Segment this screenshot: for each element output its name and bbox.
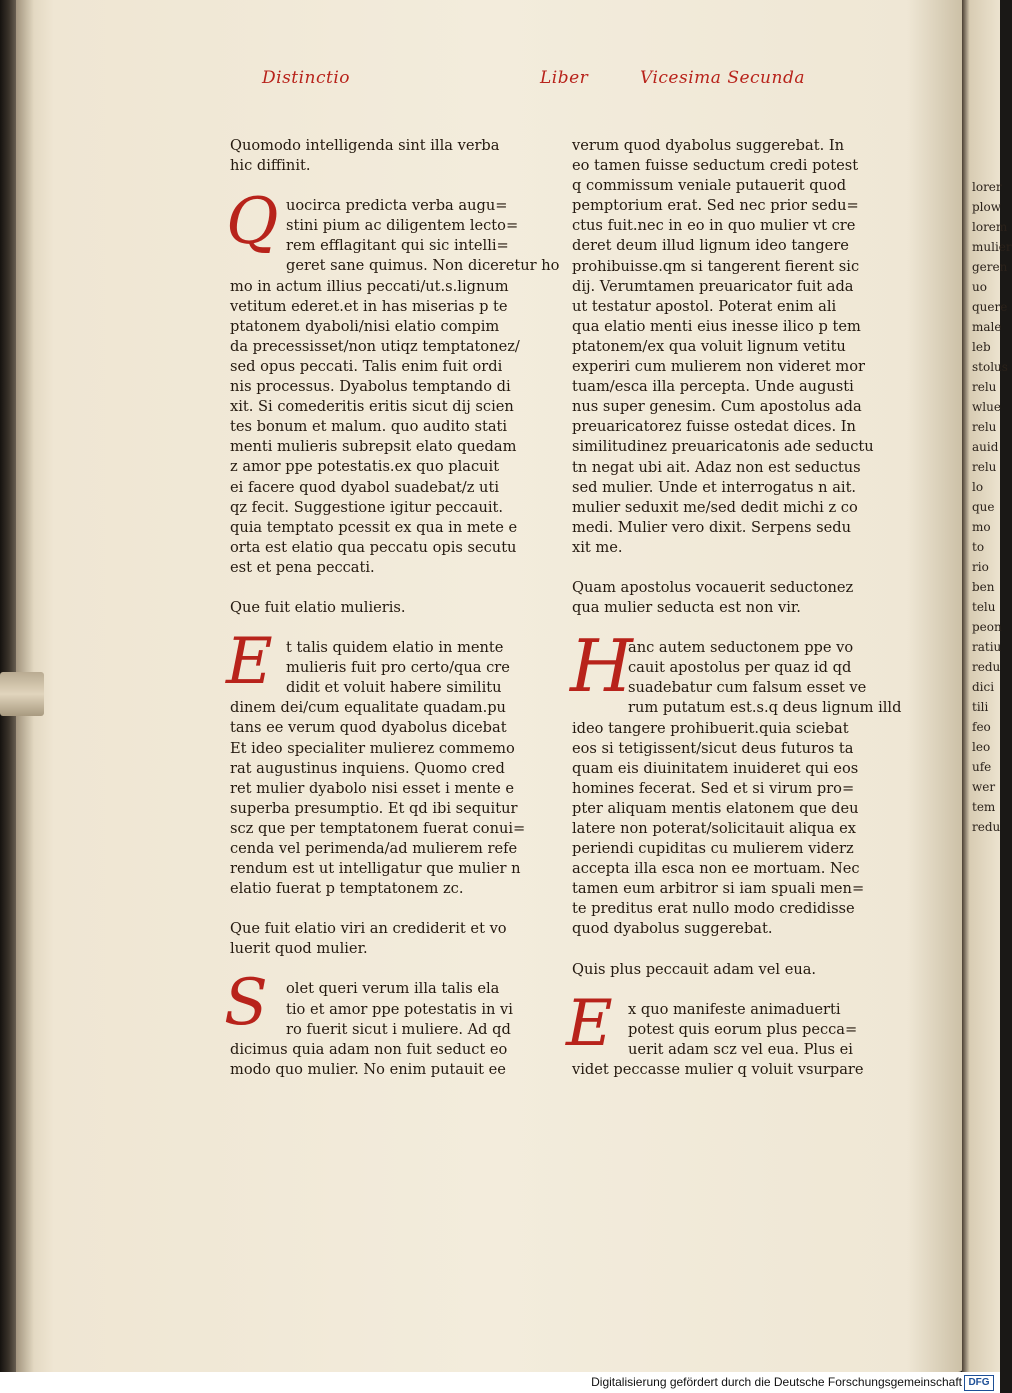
text-line: pemptorium erat. Sed nec prior sedu= bbox=[572, 197, 859, 215]
text-line: cenda vel perimenda/ad mulierem refe bbox=[230, 840, 518, 857]
dfg-logo: DFG bbox=[964, 1375, 994, 1391]
neighbor-text-fragment: ratiu bbox=[972, 640, 1002, 654]
text-line: mulier seduxit me/sed dedit michi z co bbox=[572, 498, 858, 516]
right-paragraph-1-lines bbox=[572, 136, 872, 558]
text-line: xit me. bbox=[572, 538, 623, 556]
text-line: ut testatur apostol. Poterat enim ali bbox=[572, 297, 837, 315]
text-line: ptatonem/ex qua voluit lignum vetitu bbox=[572, 337, 846, 355]
neighbor-text-fragment: dici bbox=[972, 680, 995, 694]
text-line: est et pena peccati. bbox=[230, 558, 375, 576]
text-line: mulieris fuit pro certo/qua cre bbox=[286, 659, 510, 677]
initial-letter: S bbox=[224, 966, 268, 1041]
left-column bbox=[224, 136, 560, 1080]
neighbor-text-fragment: peon bbox=[972, 620, 1002, 634]
left-heading-2 bbox=[230, 598, 520, 618]
text-line: geret sane quimus. Non diceretur ho bbox=[286, 257, 560, 275]
text-line: scz que per temptatonem fuerat conui= bbox=[230, 819, 526, 837]
right-paragraph-3-lines bbox=[572, 1000, 872, 1080]
initial-letter: E bbox=[226, 625, 273, 700]
neighbor-text-fragment: rio bbox=[972, 560, 989, 574]
neighbor-text-fragment: mo bbox=[972, 520, 991, 534]
right-paragraph-2 bbox=[570, 624, 902, 939]
text-line: quia temptato pcessit ex qua in mete e bbox=[230, 518, 518, 536]
neighbor-text-fragment: tili bbox=[972, 700, 989, 714]
neighbor-text-fragment: relu bbox=[972, 420, 997, 434]
text-line: tamen eum arbitror si iam spuali men= bbox=[572, 880, 865, 898]
text-line: tio et amor ppe potestatis in vi bbox=[286, 1000, 513, 1018]
text-line: orta est elatio qua peccatu opis secutu bbox=[230, 538, 517, 556]
left-heading-1 bbox=[230, 136, 520, 176]
right-column bbox=[566, 136, 902, 1080]
text-line: ptatonem dyaboli/nisi elatio compim bbox=[230, 317, 500, 335]
neighbor-text-fragment: wlue bbox=[972, 400, 1001, 414]
right-heading-3 bbox=[572, 960, 872, 980]
text-line: eo tamen fuisse seductum credi potest bbox=[572, 157, 859, 175]
text-line: accepta illa esca non ee mortuam. Nec bbox=[572, 860, 860, 878]
text-line: qua mulier seducta est non vir. bbox=[572, 599, 801, 617]
initial-letter: E bbox=[566, 986, 613, 1061]
running-head-middle bbox=[540, 68, 588, 88]
text-line: rat augustinus inquiens. Quomo cred bbox=[230, 759, 505, 777]
text-line: Que fuit elatio viri an crediderit et vo bbox=[230, 920, 507, 938]
text-line: hic diffinit. bbox=[230, 157, 311, 175]
text-line: preuaricatorez fuisse ostedat dices. In bbox=[572, 418, 856, 436]
text-line: uerit adam scz vel eua. Plus ei bbox=[628, 1040, 853, 1058]
right-heading-2 bbox=[572, 578, 872, 618]
neighbor-text-fragment: geren bbox=[972, 260, 1008, 274]
neighbor-page bbox=[962, 0, 1012, 1372]
running-head-middle-text: Liber bbox=[540, 68, 589, 88]
text-line: dinem dei/cum equalitate quadam.pu bbox=[230, 699, 506, 717]
text-line: stini pium ac diligentem lecto= bbox=[286, 217, 519, 235]
text-line: ei facere quod dyabol suadebat/z uti bbox=[230, 478, 499, 496]
text-line: tn negat ubi ait. Adaz non est seductus bbox=[572, 458, 861, 476]
neighbor-text-fragment: male bbox=[972, 320, 1002, 334]
neighbor-text-fragment: to bbox=[972, 540, 985, 554]
text-line: ro fuerit sicut i muliere. Ad qd bbox=[286, 1020, 511, 1038]
initial-letter: Q bbox=[226, 185, 279, 260]
funding-credit: Digitalisierung gefördert durch die Deutsche Forschungsgemeinschaft bbox=[591, 1375, 962, 1389]
neighbor-text-fragment: feo bbox=[972, 720, 991, 734]
neighbor-text-fragment: relu bbox=[972, 460, 997, 474]
text-line: ideo tangere prohibuerit.quia sciebat bbox=[572, 719, 849, 737]
text-line: medi. Mulier vero dixit. Serpens sedu bbox=[572, 518, 852, 536]
text-line: uocirca predicta verba augu= bbox=[286, 197, 508, 215]
text-line: qua elatio menti eius inesse ilico p tem bbox=[572, 317, 861, 335]
text-line: Quis plus peccauit adam vel eua. bbox=[572, 960, 817, 978]
text-line: eos si tetigissent/sicut deus futuros ta bbox=[572, 739, 854, 757]
text-line: Quam apostolus vocauerit seductonez bbox=[572, 578, 854, 596]
text-line: olet queri verum illa talis ela bbox=[286, 980, 500, 998]
text-line: tuam/esca illa percepta. Unde augusti bbox=[572, 378, 854, 396]
text-line: similitudinez preuaricatonis ade seductu bbox=[572, 438, 874, 456]
neighbor-text-fragment: redu bbox=[972, 820, 1001, 834]
text-line: ret mulier dyabolo nisi esset i mente e bbox=[230, 779, 515, 797]
text-line: nus super genesim. Cum apostolus ada bbox=[572, 398, 862, 416]
text-line: suadebatur cum falsum esset ve bbox=[628, 679, 867, 697]
text-line: didit et voluit habere similitu bbox=[286, 679, 502, 697]
text-line: dicimus quia adam non fuit seduct eo bbox=[230, 1040, 508, 1058]
text-line: tes bonum et malum. quo audito stati bbox=[230, 418, 508, 436]
neighbor-text-fragment: stolus bbox=[972, 360, 1008, 374]
running-head-right bbox=[640, 68, 805, 88]
text-line: dij. Verumtamen preuaricator fuit ada bbox=[572, 277, 854, 295]
text-line: quod dyabolus suggerebat. bbox=[572, 920, 773, 938]
initial-letter: H bbox=[570, 624, 633, 709]
neighbor-text-fragment: plow bbox=[972, 200, 1002, 214]
neighbor-text-fragment: redu bbox=[972, 660, 1001, 674]
text-line: vetitum ederet.et in has miserias p te bbox=[230, 297, 508, 315]
left-paragraph-2-lines bbox=[230, 638, 526, 899]
running-head-left-text: Distinctio bbox=[262, 68, 351, 88]
text-line: anc autem seductonem ppe vo bbox=[628, 639, 854, 657]
text-line: elatio fuerat p temptatonem zc. bbox=[230, 880, 464, 898]
text-line: z amor ppe potestatis.ex quo placuit bbox=[230, 458, 500, 476]
text-line: deret deum illud lignum ideo tangere bbox=[572, 237, 849, 255]
right-paragraph-3 bbox=[566, 986, 872, 1080]
text-line: sed mulier. Unde et interrogatus n ait. bbox=[572, 478, 857, 496]
text-line: luerit quod mulier. bbox=[230, 940, 368, 958]
text-line: superba presumptio. Et qd ibi sequitur bbox=[230, 799, 518, 817]
text-line: quam eis diuinitatem inuideret qui eos bbox=[572, 759, 859, 777]
neighbor-text-fragment: quere bbox=[972, 300, 1008, 314]
text-line: pter aliquam mentis elatonem que deu bbox=[572, 799, 859, 817]
text-line: xit. Si comederitis eritis sicut dij scien bbox=[230, 398, 514, 416]
neighbor-text-fragment: ufe bbox=[972, 760, 992, 774]
neighbor-text-fragment: lorer bbox=[972, 180, 1002, 194]
text-line: ctus fuit.nec in eo in quo mulier vt cre bbox=[572, 217, 856, 235]
text-line: modo quo mulier. No enim putauit ee bbox=[230, 1060, 506, 1078]
text-line: rum putatum est.s.q deus lignum illd bbox=[628, 699, 902, 717]
left-paragraph-3 bbox=[224, 966, 520, 1079]
text-line: qz fecit. Suggestione igitur peccauit. bbox=[230, 498, 504, 516]
text-line: nis processus. Dyabolus temptando di bbox=[230, 378, 511, 396]
text-line: Et ideo specialiter mulierez commemo bbox=[230, 739, 515, 757]
text-line: latere non poterat/solicitauit aliqua ex bbox=[572, 820, 857, 837]
left-paragraph-3-lines bbox=[230, 979, 520, 1079]
text-line: sed opus peccati. Talis enim fuit ordi bbox=[230, 357, 503, 375]
neighbor-text-fragment: que bbox=[972, 500, 995, 514]
running-head-left bbox=[262, 68, 350, 88]
neighbor-text-fragment: leo bbox=[972, 740, 991, 754]
neighbor-text-fragment: leb bbox=[972, 340, 991, 354]
running-head-right-text: Vicesima Secunda bbox=[640, 68, 805, 88]
text-line: videt peccasse mulier q voluit vsurpare bbox=[572, 1060, 864, 1078]
text-line: potest quis eorum plus pecca= bbox=[628, 1020, 858, 1038]
neighbor-text-fragment: telu bbox=[972, 600, 996, 614]
text-line: prohibuisse.qm si tangerent fierent sic bbox=[572, 257, 860, 275]
text-line: x quo manifeste animaduerti bbox=[628, 1000, 841, 1018]
text-line: te preditus erat nullo modo credidisse bbox=[572, 900, 855, 918]
neighbor-text-fragment: auid bbox=[972, 440, 999, 454]
neighbor-text-fragment: uo bbox=[972, 280, 987, 294]
neighbor-text-fragment: relu bbox=[972, 380, 997, 394]
text-line: verum quod dyabolus suggerebat. In bbox=[572, 137, 845, 154]
text-line: menti mulieris subrepsit elato quedam bbox=[230, 438, 517, 456]
neighbor-text-fragment: lorem bbox=[972, 220, 1008, 234]
neighbor-text-fragment: mulier bbox=[972, 240, 1012, 254]
left-heading-3 bbox=[230, 919, 520, 959]
neighbor-text-fragment: wer bbox=[972, 780, 996, 794]
neighbor-text-fragment: tem bbox=[972, 800, 996, 814]
left-paragraph-1 bbox=[226, 185, 560, 578]
left-paragraph-2 bbox=[226, 625, 526, 899]
neighbor-text-fragment: lo bbox=[972, 480, 984, 494]
text-line: rem efflagitant qui sic intelli= bbox=[286, 237, 509, 255]
text-line: experiri cum mulierem non videret mor bbox=[572, 358, 865, 376]
book-clasp bbox=[0, 672, 44, 716]
text-line: q commissum veniale putauerit quod bbox=[572, 177, 847, 195]
text-line: rendum est ut intelligatur que mulier n bbox=[230, 860, 521, 878]
neighbor-text-fragment: ben bbox=[972, 580, 995, 594]
text-line: t talis quidem elatio in mente bbox=[286, 639, 504, 657]
text-line: da precessisset/non utiqz temptatonez/ bbox=[230, 337, 520, 355]
text-line: Quomodo intelligenda sint illa verba bbox=[230, 137, 500, 154]
text-line: homines fecerat. Sed et si virum pro= bbox=[572, 779, 855, 797]
text-line: tans ee verum quod dyabolus dicebat bbox=[230, 719, 507, 737]
text-line: mo in actum illius peccati/ut.s.lignum bbox=[230, 277, 509, 295]
text-line: cauit apostolus per quaz id qd bbox=[628, 659, 852, 677]
text-line: periendi cupiditas cu mulierem viderz bbox=[572, 840, 854, 858]
text-line: Que fuit elatio mulieris. bbox=[230, 598, 406, 616]
